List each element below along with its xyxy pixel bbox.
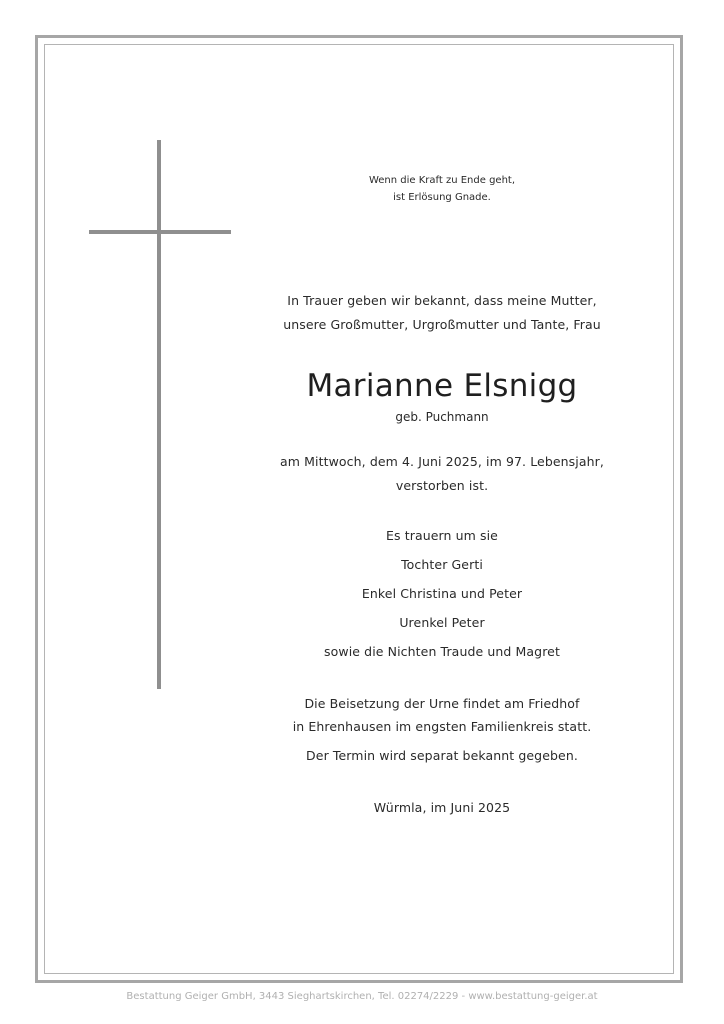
- death-line-1: am Mittwoch, dem 4. Juni 2025, im 97. Lebensjahr,: [280, 454, 604, 469]
- burial-line-2: in Ehrenhausen im engsten Familienkreis statt.: [292, 719, 592, 734]
- mourners-heading: Es trauern um sie: [386, 528, 498, 543]
- death-line-2: verstorben ist.: [395, 478, 489, 493]
- quote-line-2: ist Erlösung Gnade.: [393, 192, 491, 203]
- mourner-item: sowie die Nichten Traude und Magret: [324, 644, 560, 659]
- mourner-item: Tochter Gerti: [401, 557, 483, 572]
- burial-line-3: Der Termin wird separat bekannt gegeben.: [306, 748, 578, 763]
- footer-imprint: Bestattung Geiger GmbH, 3443 Sieghartskirchen, Tel. 02274/2229 - www.bestattung-geiger.at: [126, 991, 598, 1002]
- quote-line-1: Wenn die Kraft zu Ende geht,: [368, 175, 516, 186]
- cross-horizontal-bar: [89, 230, 231, 234]
- maiden-name: geb. Puchmann: [395, 410, 489, 424]
- deceased-name: Marianne Elsnigg: [306, 368, 578, 404]
- announcement-line-2: unsere Großmutter, Urgroßmutter und Tante, Frau: [283, 317, 601, 332]
- mourner-item: Enkel Christina und Peter: [361, 586, 523, 601]
- mourner-item: Urenkel Peter: [399, 615, 485, 630]
- cross-vertical-bar: [157, 140, 161, 689]
- place-date: Würmla, im Juni 2025: [373, 800, 511, 815]
- announcement-line-1: In Trauer geben wir bekannt, dass meine Mutter,: [287, 293, 597, 308]
- burial-line-1: Die Beisetzung der Urne findet am Friedhof: [304, 696, 580, 711]
